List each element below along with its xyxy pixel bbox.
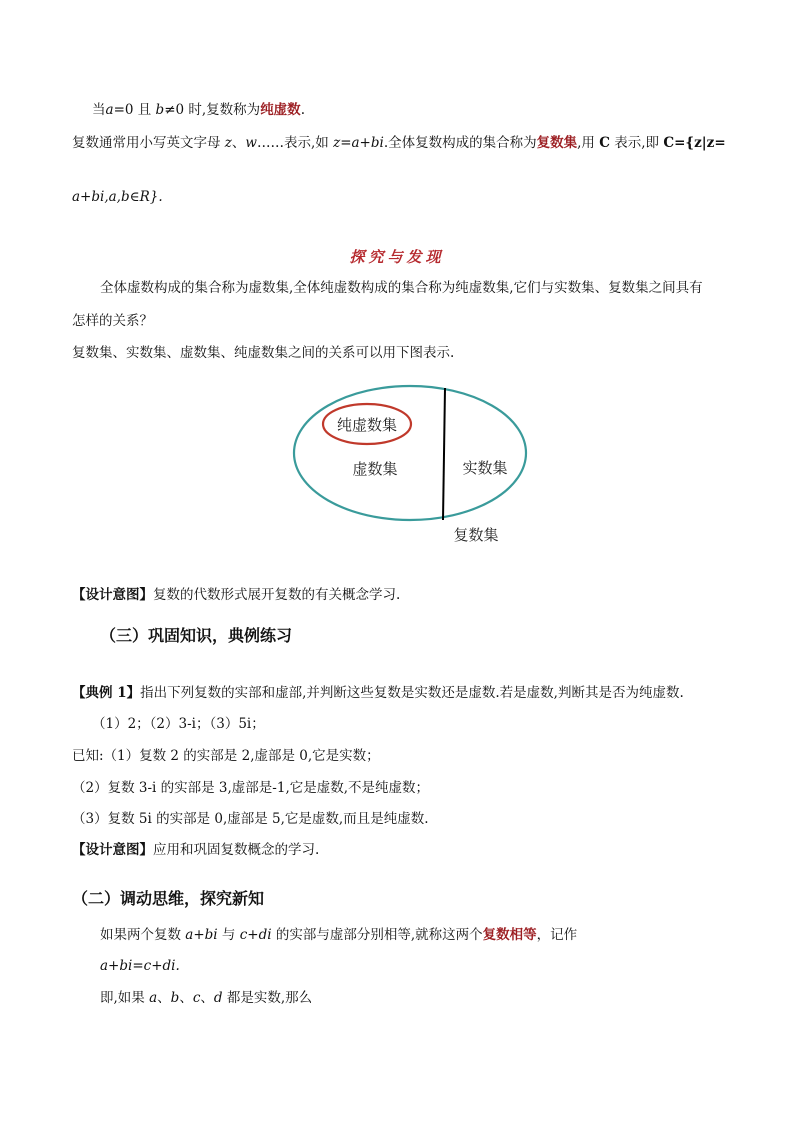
example-tag: 【典例 1】 bbox=[72, 685, 141, 701]
example-1-items: （1）2；（2）3-i；（3）5i； bbox=[92, 716, 265, 732]
example-1-question: 【典例 1】指出下列复数的实部和虚部,并判断这些复数是实数还是虚数.若是虚数,判断其是否为纯虚数. bbox=[72, 685, 684, 701]
complex-equality-definition: 如果两个复数 a+bi 与 c+di 的实部与虚部分别相等,就称这两个复数相等，记作 bbox=[100, 927, 578, 943]
design-intent-2: 【设计意图】应用和巩固复数概念的学习. bbox=[72, 842, 320, 858]
complex-set-definition: 复数通常用小写英文字母 z、w……表示,如 z=a+bi.全体复数构成的集合称为复数集,用 C 表示,即 C={z|z= bbox=[72, 135, 726, 151]
diagram-intro: 复数集、实数集、虚数集、纯虚数集之间的关系可以用下图表示. bbox=[72, 345, 455, 361]
design-intent-tag: 【设计意图】 bbox=[72, 587, 153, 603]
complex-set-definition-cont: a+bi,a,b∈R}. bbox=[72, 189, 163, 205]
example-1-answer-1: 已知:（1）复数 2 的实部是 2,虚部是 0,它是实数； bbox=[72, 748, 380, 764]
label-complex-set: 复数集 bbox=[453, 526, 499, 544]
term-complex-equal: 复数相等 bbox=[482, 927, 537, 943]
heading-explore-new: （二）调动思维，探究新知 bbox=[72, 889, 265, 908]
set-relation-diagram bbox=[285, 380, 535, 555]
label-imaginary-set: 虚数集 bbox=[352, 460, 398, 478]
complex-equality-formula: a+bi=c+di. bbox=[100, 958, 180, 974]
label-real-set: 实数集 bbox=[462, 459, 508, 477]
complex-equality-condition: 即,如果 a、b、c、d 都是实数,那么 bbox=[100, 990, 313, 1006]
set-divider-line bbox=[443, 388, 445, 520]
term-pure-imaginary: 纯虚数 bbox=[260, 102, 301, 118]
explore-question-line1: 全体虚数构成的集合称为虚数集,全体纯虚数构成的集合称为纯虚数集,它们与实数集、复数集之间具有 bbox=[100, 280, 703, 296]
example-1-answer-3: （3）复数 5i 的实部是 0,虚部是 5,它是虚数,而且是纯虚数. bbox=[72, 811, 429, 827]
design-intent-tag: 【设计意图】 bbox=[72, 842, 153, 858]
heading-consolidate: （三）巩固知识，典例练习 bbox=[100, 626, 293, 645]
design-intent-1: 【设计意图】复数的代数形式展开复数的有关概念学习. bbox=[72, 587, 401, 603]
explore-question-line2: 怎样的关系？ bbox=[72, 313, 153, 329]
complex-set-ellipse bbox=[294, 386, 526, 520]
example-1-answer-2: （2）复数 3-i 的实部是 3,虚部是-1,它是虚数,不是纯虚数； bbox=[72, 780, 430, 796]
section-title: 探究与发现 bbox=[349, 248, 445, 266]
pure-imaginary-definition: 当a=0 且 b≠0 时,复数称为纯虚数. bbox=[92, 102, 305, 118]
label-pure-imaginary-set: 纯虚数集 bbox=[336, 416, 398, 434]
term-complex-set: 复数集 bbox=[536, 135, 578, 151]
